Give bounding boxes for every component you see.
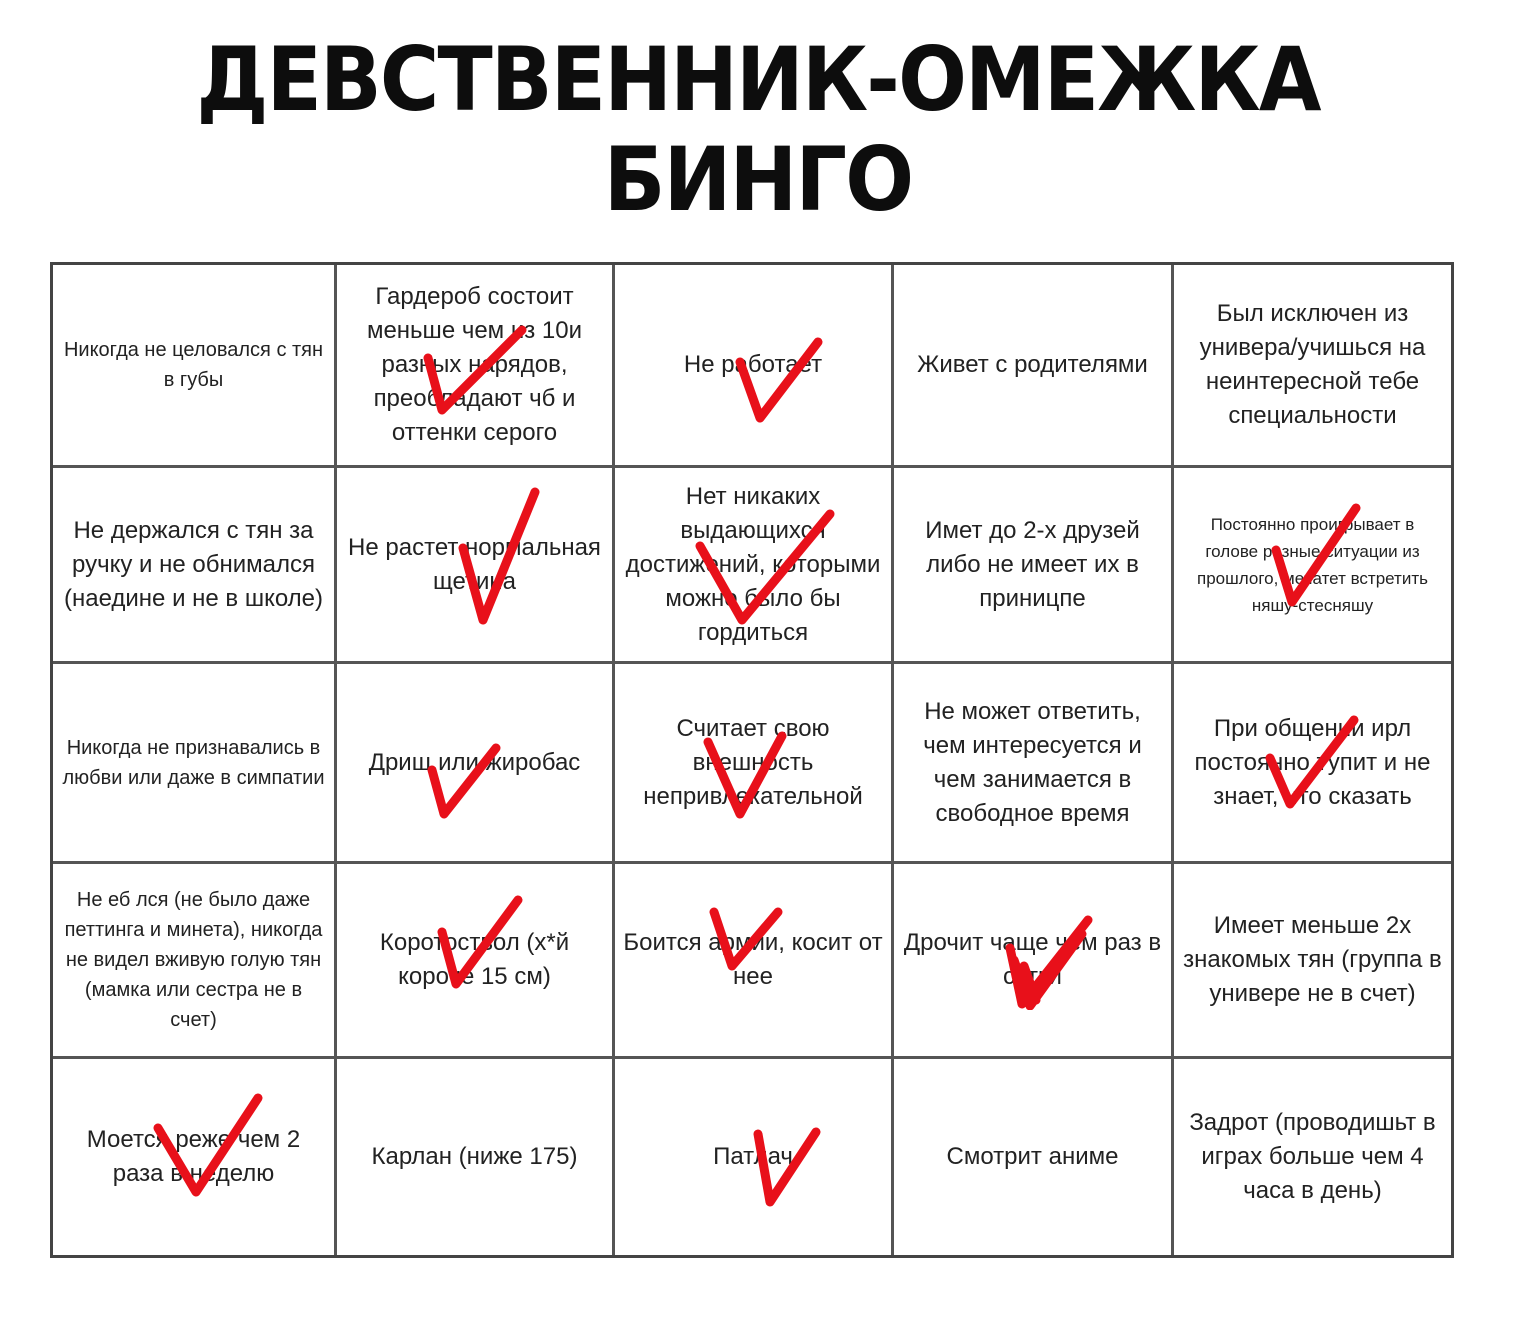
- bingo-cell[interactable]: [53, 468, 337, 664]
- cell-label: Не может ответить, чем интересуется и чем занимается в свободное время: [923, 697, 1142, 827]
- bingo-cell[interactable]: [1174, 265, 1451, 468]
- cell-label: Моется реже чем 2 раза в неделю: [86, 1126, 301, 1187]
- bingo-cell[interactable]: [53, 664, 337, 864]
- bingo-cell[interactable]: [337, 664, 615, 864]
- bingo-cell[interactable]: [615, 265, 894, 468]
- bingo-cell[interactable]: [1174, 664, 1451, 864]
- cell-label: Был исключен из универа/учишься на неинтересной тебе специальности: [1199, 300, 1426, 429]
- bingo-cell[interactable]: [894, 864, 1174, 1059]
- cell-label: Живет с родителями: [917, 351, 1148, 378]
- bingo-cell[interactable]: [1174, 864, 1451, 1059]
- bingo-cell[interactable]: [894, 265, 1174, 468]
- cell-label: Никогда не целовался с тян в губы: [63, 339, 324, 391]
- bingo-cell[interactable]: [615, 664, 894, 864]
- cell-label: Считает свою внешность непривлекательной: [643, 714, 863, 810]
- cell-label: Не еб лся (не было даже петтинга и минета), никогда не видел вживую голую тян (мамка или сестра не в счет): [64, 889, 323, 1031]
- cell-label: Боится армии, косит от нее: [623, 929, 883, 990]
- bingo-cell[interactable]: [337, 1059, 615, 1255]
- cell-label: Коротоствол (х*й короче 15 см): [379, 929, 570, 990]
- cell-label: Задрот (проводишьт в играх больше чем 4 часа в день): [1189, 1109, 1436, 1204]
- cell-label: Патлач: [713, 1143, 793, 1170]
- cell-label: При общении ирл постоянно тупит и не знает, что сказать: [1194, 714, 1431, 810]
- bingo-cell[interactable]: [337, 864, 615, 1059]
- bingo-cell[interactable]: [337, 265, 615, 468]
- cell-label: Имеет меньше 2х знакомых тян (группа в универе не в счет): [1183, 912, 1442, 1007]
- bingo-cell[interactable]: [894, 468, 1174, 664]
- bingo-cell[interactable]: [337, 468, 615, 664]
- cell-label: Гардероб состоит меньше чем из 10и разных нарядов, преобладают чб и оттенки серого: [366, 283, 583, 446]
- cell-label: Никогда не признавались в любви или даже в симпатии: [62, 736, 325, 789]
- cell-label: Нет никаких выдающихся достижений, которыми можно было бы гордиться: [625, 482, 881, 646]
- cell-label: Смотрит аниме: [946, 1143, 1119, 1170]
- bingo-cell[interactable]: [1174, 1059, 1451, 1255]
- cell-label: Дрищ или жиробас: [368, 748, 581, 776]
- bingo-cell[interactable]: [615, 1059, 894, 1255]
- page-title: ДЕВСТВЕННИК-ОМЕЖКА БИНГО: [196, 28, 1320, 231]
- bingo-cell[interactable]: [894, 1059, 1174, 1255]
- cell-label: Дрочит чаще чем раз в сутки: [903, 929, 1162, 990]
- cell-label: Имет до 2-х друзей либо не имеет их в приницпе: [925, 516, 1140, 612]
- bingo-cell[interactable]: [894, 664, 1174, 864]
- cell-label: Не работает: [683, 351, 823, 378]
- bingo-cell[interactable]: [53, 1059, 337, 1255]
- cell-label: Постоянно проигрывает в голове разные ситуации из прошлого, мечатет встретить няшу-стесняшу: [1197, 514, 1428, 615]
- cell-label: Не растет нормальная щетина: [348, 533, 601, 595]
- bingo-cell[interactable]: [1174, 468, 1451, 664]
- bingo-cell[interactable]: [53, 265, 337, 468]
- bingo-cell[interactable]: [615, 468, 894, 664]
- cell-label: Не держался с тян за ручку и не обнимался (наедине и не в школе): [63, 516, 324, 612]
- bingo-cell[interactable]: [615, 864, 894, 1059]
- cell-label: Карлан (ниже 175): [371, 1143, 578, 1170]
- bingo-grid: [50, 262, 1454, 1258]
- bingo-cell[interactable]: [53, 864, 337, 1059]
